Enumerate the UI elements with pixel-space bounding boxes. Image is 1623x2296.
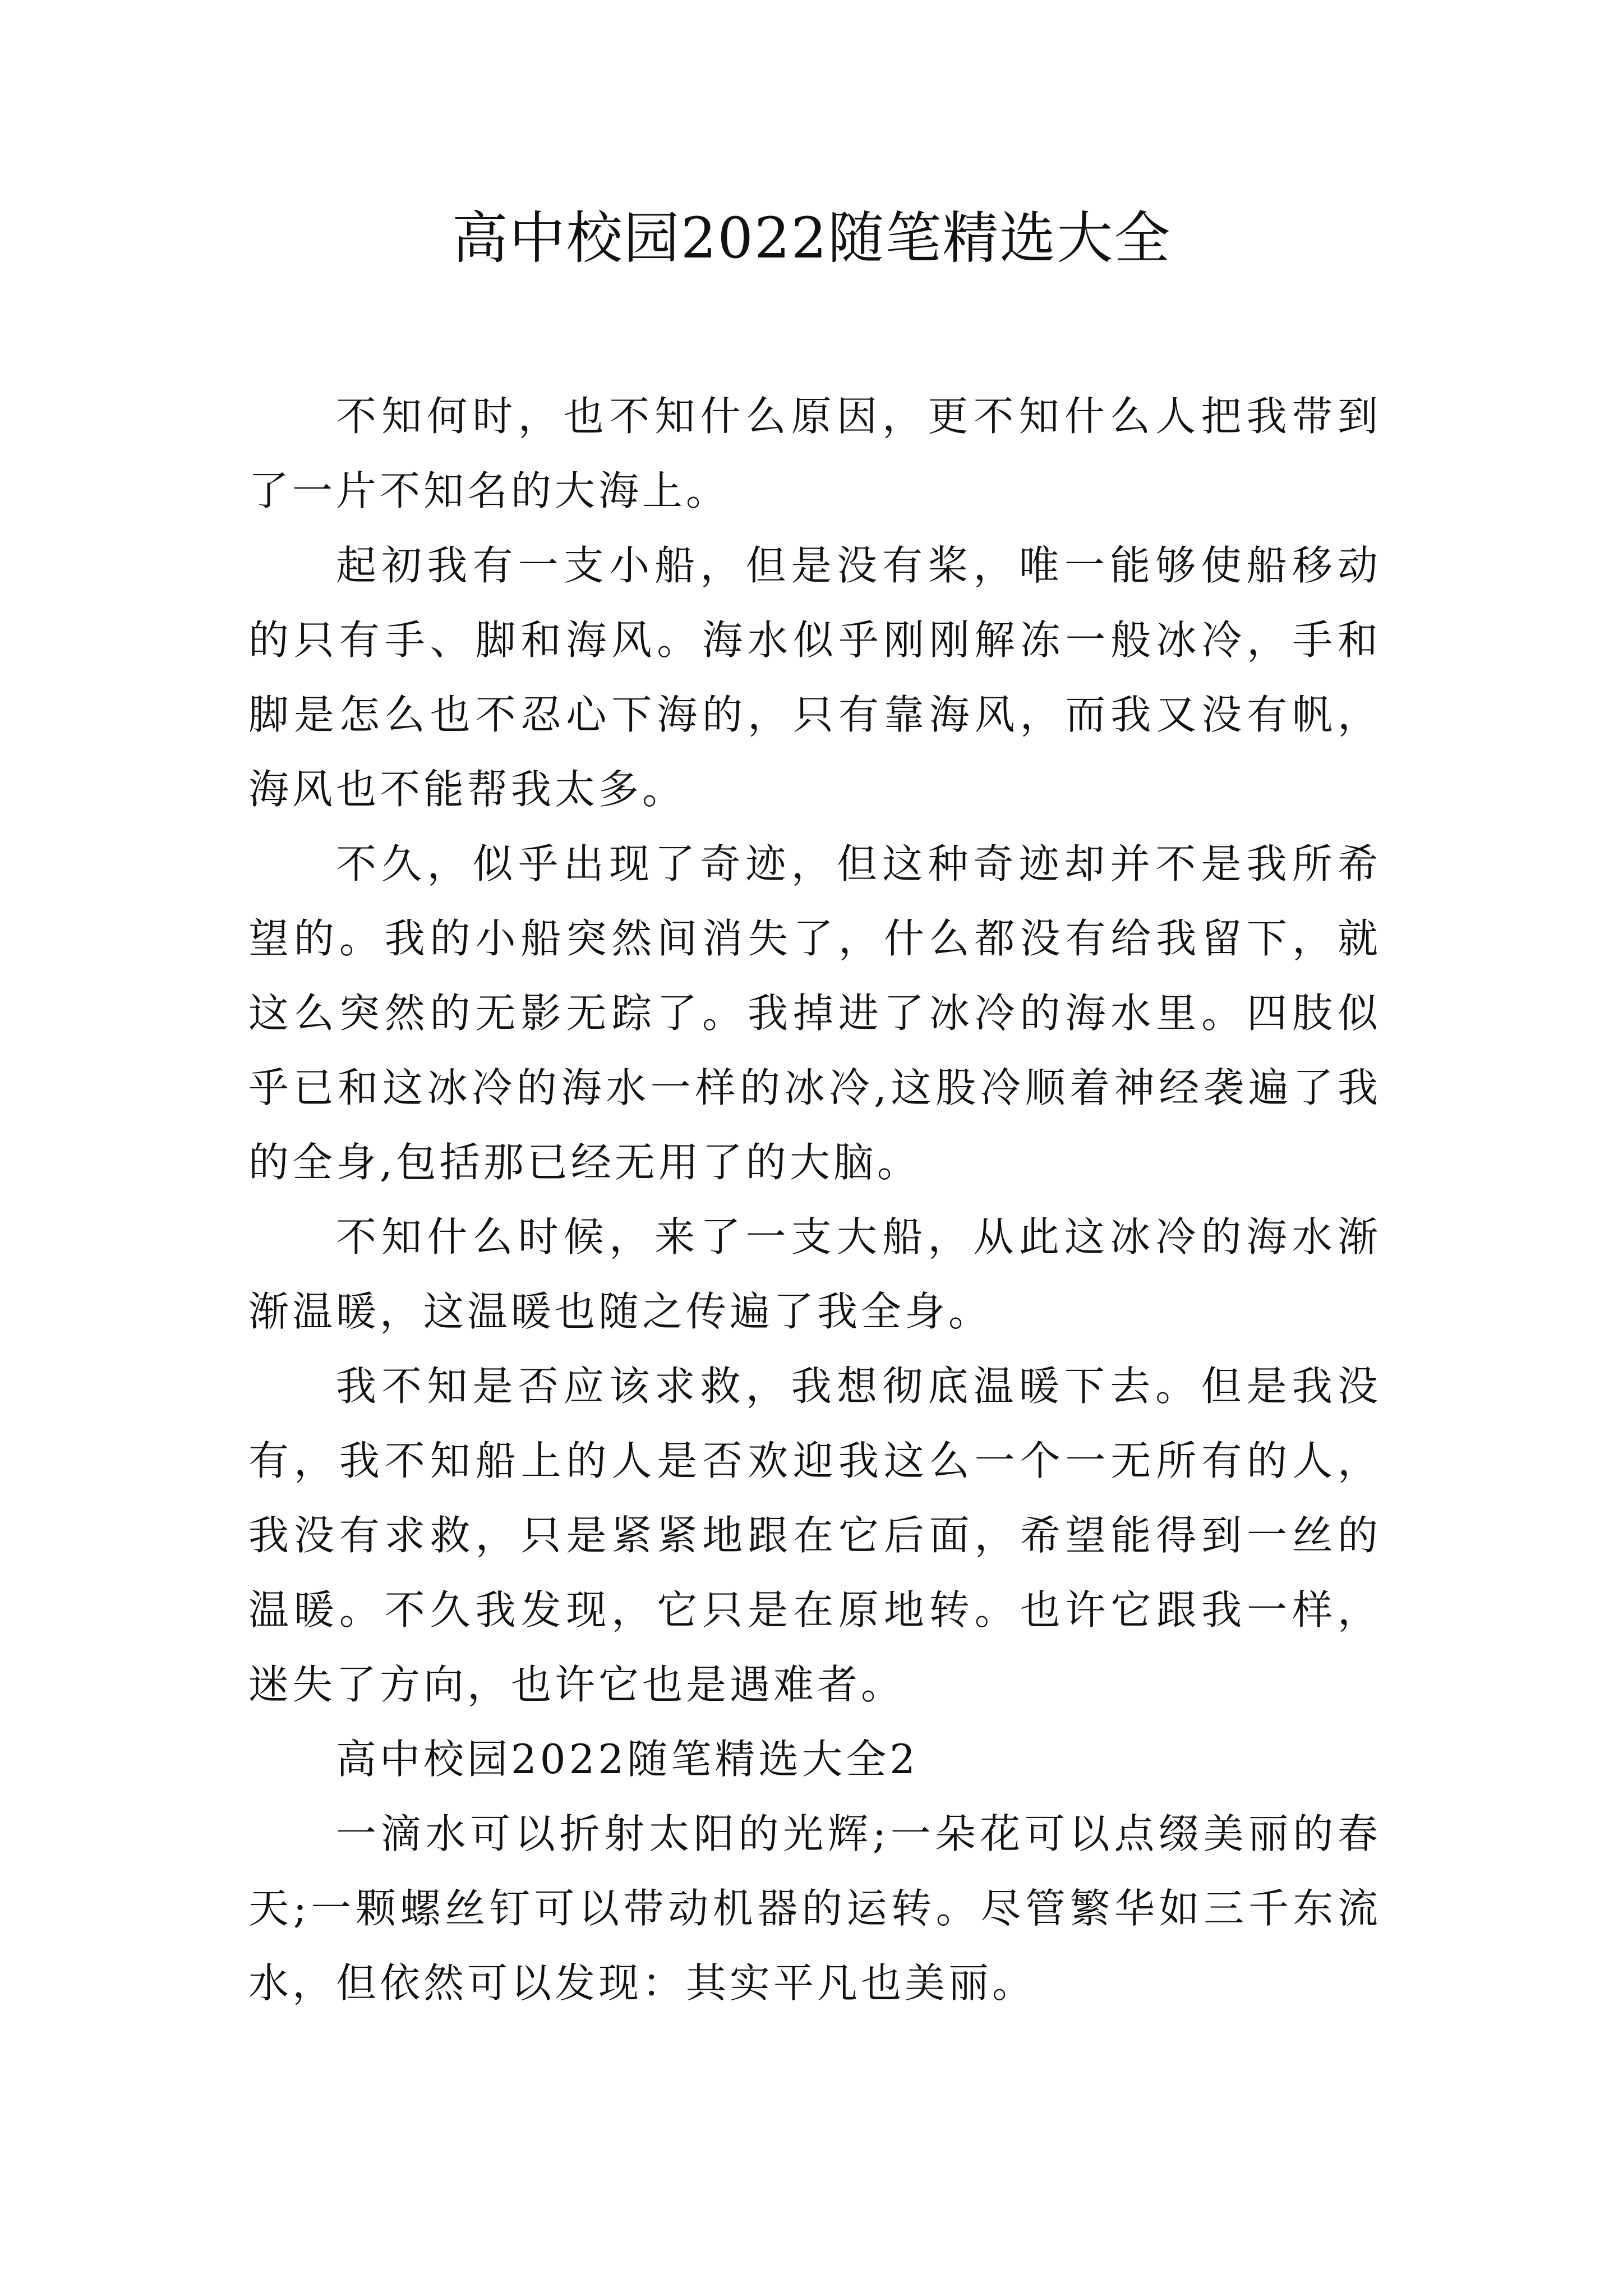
paragraph-6: 一滴水可以折射太阳的光辉;一朵花可以点缀美丽的春天;一颗螺丝钉可以带动机器的运转。尽管繁华如三千东流水，但依然可以发现：其实平凡也美丽。 — [248, 1810, 1381, 2007]
document-title: 高中校园2022随笔精选大全 — [451, 205, 1172, 271]
paragraph-1: 不知何时，也不知什么原因，更不知什么人把我带到了一片不知名的大海上。 — [248, 393, 1381, 514]
paragraph-5: 我不知是否应该求救，我想彻底温暖下去。但是我没有，我不知船上的人是否欢迎我这么一个一无所有的人，我没有求救，只是紧紧地跟在它后面，希望能得到一丝的温暖。不久我发现，它只是在原地转。也许它跟我一样，迷失了方向，也许它也是遇难者。 — [248, 1363, 1381, 1708]
paragraph-3: 不久，似乎出现了奇迹，但这种奇迹却并不是我所希望的。我的小船突然间消失了，什么都没有给我留下，就这么突然的无影无踪了。我掉进了冰冷的海水里。四肢似乎已和这冰冷的海水一样的冰冷,这股冷顺着神经袭遍了我的全身,包括那已经无用了的大脑。 — [248, 840, 1381, 1186]
paragraph-2: 起初我有一支小船，但是没有桨，唯一能够使船移动的只有手、脚和海风。海水似乎刚刚解冻一般冰冷，手和脚是怎么也不忍心下海的，只有靠海风，而我又没有帆，海风也不能帮我太多。 — [248, 542, 1381, 813]
paragraph-4: 不知什么时候，来了一支大船，从此这冰冷的海水渐渐温暖，这温暖也随之传遍了我全身。 — [248, 1213, 1381, 1335]
document-body — [248, 379, 1381, 2021]
section-heading: 高中校园2022随笔精选大全2 — [336, 1736, 919, 1783]
